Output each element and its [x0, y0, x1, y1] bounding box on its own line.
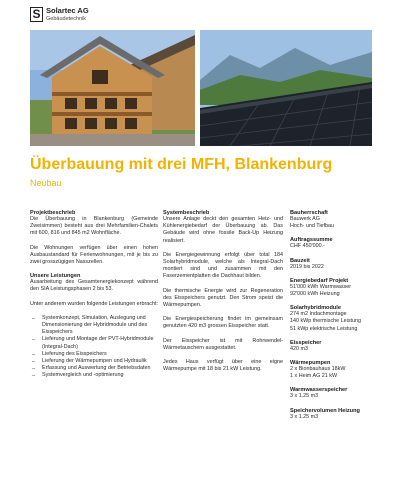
- company-tagline: Gebäudetechnik: [46, 16, 87, 22]
- fact-value: 3 x 1.25 m3: [290, 393, 319, 400]
- system-text-6: Jedes Haus verfügt über eine eigne Wärmepumpe mit 18 bis 21 kW Leistung.: [163, 359, 283, 373]
- apartments-text: Die Wohnungen verfügen über einen hohen Ausbaustandard für Ferienwohnungen, mit je bis zu zwei grosszügigen Nasszellen.: [30, 244, 158, 266]
- fact-value: 274 m2 Indachmontage 140 kWp thermische Leistung 51 kWp elektrische Leistung: [290, 311, 362, 332]
- list-item: _ Erfassung und Auswertung der Betriebsdaten: [30, 365, 158, 372]
- fact-label: Solarhybridmodule: [290, 305, 341, 312]
- services-heading: Unsere Leistungen: [30, 273, 81, 280]
- list-item: _ Lieferung und Montage der PVT-Hybridmodule (Integral-Dach): [30, 336, 158, 350]
- fact-value: 3 x 1.25 m3: [290, 413, 319, 420]
- fact-value: Bauwerk AG Hoch- und Tiefbau: [290, 216, 335, 230]
- project-description-text: Die Überbauung in Blankenburg (Gemeinde Zweisimmen) besteht aus drei Mehrfamilien-Chalets mit 600, 816 und 845 m2 Wohnfläche.: [30, 216, 158, 237]
- project-description-heading: Projektbeschrieb: [30, 210, 76, 216]
- fact-label: Eisspeicher: [290, 339, 322, 346]
- fact-label: Bauzeit: [290, 257, 310, 264]
- system-text-2: Die Energiegewinnung erfolgt über total 184 Solarhybridmodule, welche als Integral-Dach montiert sind und zusammen mit den Faserzementplatten die Dachhaut bilden.: [163, 251, 283, 280]
- fact-label: Wärmepumpen: [290, 360, 331, 367]
- list-item: _ Lieferung der Wärmepumpen und Hydraulik: [30, 358, 158, 365]
- project-column: [30, 210, 158, 380]
- services-list-intro: Unter anderem wurden folgende Leistungen erbracht:: [30, 300, 158, 307]
- fact-label: Bauherrschaft: [290, 210, 328, 216]
- list-item: _ Systemvergleich und -optimierung: [30, 372, 158, 379]
- system-column: [163, 210, 283, 380]
- fact-label: Auftragssumme: [290, 237, 333, 244]
- system-text-4: Die Energiespeicherung findet im gemeinsam genutzten 420 m3 grossen Eisspeicher statt.: [163, 316, 283, 330]
- fact-value: 2019 bis 2022: [290, 263, 324, 270]
- logo-mark: S: [30, 7, 43, 22]
- services-intro: Ausarbeitung des Gesamtenergiekonzept während den SIA Leistungsphasen 2 bis 53.: [30, 279, 158, 293]
- solar-roof-photo: [200, 30, 372, 146]
- fact-value: 420 m3: [290, 345, 308, 352]
- list-item: _ Systemkonzept, Simulation, Auslegung und Dimensionierung der Hybridmodule und des Eisspeichers: [30, 315, 158, 337]
- page-subtitle: Neubau: [30, 178, 62, 188]
- system-heading: Systembeschrieb: [163, 210, 210, 216]
- chalet-photo: [30, 30, 195, 146]
- fact-label: Energiebedarf Projekt: [290, 277, 349, 284]
- fact-label: Speichervolumen Heizung: [290, 407, 360, 414]
- services-list: [30, 315, 158, 380]
- system-text-5: Der Eisspeicher ist mit Rohrwendel-Wärmetauschern ausgestattet.: [163, 337, 283, 351]
- fact-label: Warmwasserspeicher: [290, 387, 348, 394]
- fact-value: 51'000 kWh Warmwasser 92'000 kWh Heizung: [290, 283, 352, 298]
- list-item: _ Lieferung des Eisspeichers: [30, 351, 158, 358]
- facts-column: [290, 210, 380, 428]
- system-text-3: Die thermische Energie wird zur Regeneration des Eisspeichers genutzt. Den Strom speist die Wärmepumpen.: [163, 287, 283, 309]
- fact-value: CHF 450'000.-: [290, 243, 325, 250]
- page-title: Überbauung mit drei MFH, Blankenburg: [30, 156, 333, 173]
- company-name: Solartec AG: [46, 6, 89, 15]
- company-logo: [30, 3, 89, 25]
- system-text-1: Unsere Anlage deckt den gesamten Heiz- und Kühlenergiebedarf der Überbauung ab. Das Gebäude wird ohne fossile Back-Up Heizung realisiert.: [163, 216, 283, 244]
- fact-value: 2 x Bionbauhaus 18kW 1 x Heim AG 21 kW: [290, 366, 346, 380]
